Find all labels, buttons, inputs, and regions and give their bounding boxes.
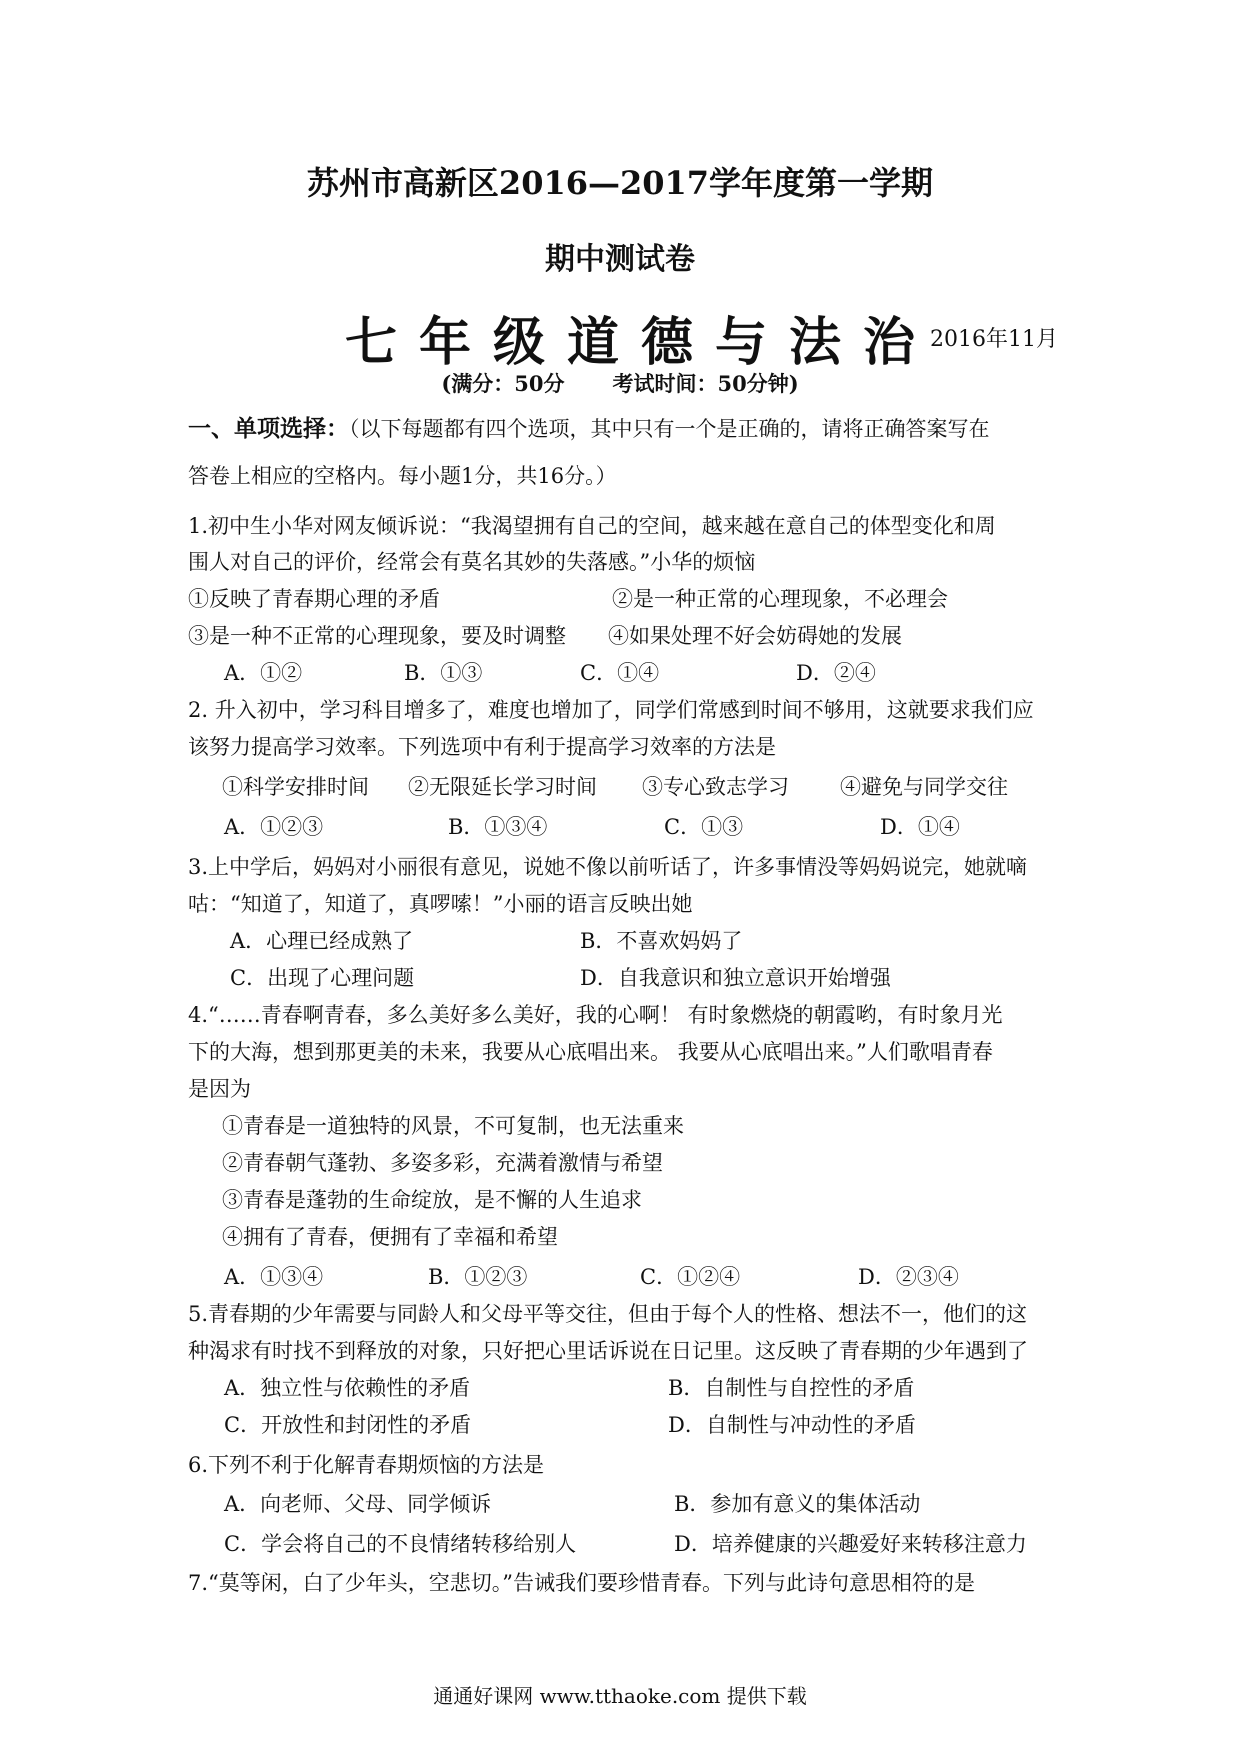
q5-stem-1: 5.青春期的少年需要与同龄人和父母平等交往，但由于每个人的性格、想法不一，他们的这: [188, 1302, 1028, 1326]
full-score: (满分：50分: [441, 371, 565, 396]
q4-stem-2: 下的大海，想到那更美的未来，我要从心底唱出来。 我要从心底唱出来。”人们歌唱青春: [188, 1040, 993, 1064]
section-instruction-1: （以下每题都有四个选项，其中只有一个是正确的，请将正确答案写在: [349, 417, 990, 441]
page-footer: 通通好课网 www.tthaoke.com 提供下载: [433, 1684, 807, 1708]
q7-stem-1: 7.“莫等闲，白了少年头，空悲切。”告诫我们要珍惜青春。下列与此诗句意思相符的是: [188, 1571, 976, 1595]
q5-option-a: A．独立性与依赖性的矛盾: [224, 1376, 471, 1400]
q3-stem-2: 咕：“知道了，知道了，真啰嗦！”小丽的语言反映出她: [188, 892, 693, 916]
q2-option-c: C．①③: [664, 815, 744, 839]
subject-title: 七年级道德与法治: [345, 312, 938, 373]
q1-statement-4: ④如果处理不好会妨碍她的发展: [608, 624, 902, 648]
q2-stem-2: 该努力提高学习效率。下列选项中有利于提高学习效率的方法是: [188, 735, 776, 759]
q4-option-a: A．①③④: [224, 1265, 324, 1289]
q6-option-a: A．向老师、父母、同学倾诉: [224, 1492, 492, 1516]
q2-statement-3: ③专心致志学习: [642, 775, 789, 799]
q6-stem-1: 6.下列不利于化解青春期烦恼的方法是: [188, 1453, 545, 1477]
q1-option-b: B．①③: [404, 661, 483, 685]
section-heading-line: [188, 410, 990, 443]
q5-stem-2: 种渴求有时找不到释放的对象，只好把心里话诉说在日记里。这反映了青春期的少年遇到了: [188, 1339, 1028, 1363]
q4-option-d: D．②③④: [858, 1265, 959, 1289]
exam-title-line2: 期中测试卷: [545, 242, 695, 277]
q2-option-a: A．①②③: [224, 815, 324, 839]
exam-title-line1: 苏州市高新区2016—2017学年度第一学期: [306, 164, 934, 202]
q1-option-c: C．①④: [580, 661, 660, 685]
q4-statement-2: ②青春朝气蓬勃、多姿多彩，充满着激情与希望: [222, 1151, 663, 1175]
q1-option-a: A．①②: [224, 661, 303, 685]
q5-option-d: D．自制性与冲动性的矛盾: [668, 1413, 916, 1437]
q4-statement-3: ③青春是蓬勃的生命绽放，是不懈的人生追求: [222, 1188, 642, 1212]
score-time-line: [0, 368, 1240, 398]
section-instruction-2: 答卷上相应的空格内。每小题1分，共16分。）: [188, 464, 617, 488]
q1-statement-3: ③是一种不正常的心理现象，要及时调整: [188, 624, 566, 648]
q2-option-d: D．①④: [880, 815, 960, 839]
q3-option-d: D．自我意识和独立意识开始增强: [580, 966, 891, 990]
q2-option-b: B．①③④: [448, 815, 548, 839]
q2-statement-2: ②无限延长学习时间: [408, 775, 597, 799]
q4-stem-1: 4.“……青春啊青春，多么美好多么美好，我的心啊！ 有时象燃烧的朝霞哟，有时象月光: [188, 1003, 1003, 1027]
q2-statement-4: ④避免与同学交往: [840, 775, 1008, 799]
q3-option-a: A．心理已经成熟了: [230, 929, 414, 953]
q6-option-c: C．学会将自己的不良情绪转移给别人: [224, 1532, 577, 1556]
q2-statement-1: ①科学安排时间: [222, 775, 369, 799]
q1-option-d: D．②④: [796, 661, 876, 685]
q4-option-c: C．①②④: [640, 1265, 741, 1289]
section-heading: 一、单项选择：: [188, 415, 349, 442]
q5-option-c: C．开放性和封闭性的矛盾: [224, 1413, 472, 1437]
q6-option-d: D．培养健康的兴趣爱好来转移注意力: [674, 1532, 1027, 1556]
q1-stem-2: 围人对自己的评价，经常会有莫名其妙的失落感。”小华的烦恼: [188, 550, 756, 574]
q1-statement-2: ②是一种正常的心理现象，不必理会: [612, 587, 948, 611]
q5-option-b: B．自制性与自控性的矛盾: [668, 1376, 915, 1400]
q2-stem-1: 2. 升入初中，学习科目增多了，难度也增加了，同学们常感到时间不够用，这就要求我们应: [188, 698, 1034, 722]
q4-statement-1: ①青春是一道独特的风景，不可复制，也无法重来: [222, 1114, 684, 1138]
exam-date: 2016年11月: [930, 327, 1058, 352]
q1-statement-1: ①反映了青春期心理的矛盾: [188, 587, 440, 611]
q6-option-b: B．参加有意义的集体活动: [674, 1492, 921, 1516]
q1-stem-1: 1.初中生小华对网友倾诉说：“我渴望拥有自己的空间，越来越在意自己的体型变化和周: [188, 514, 996, 538]
q4-option-b: B．①②③: [428, 1265, 528, 1289]
exam-time: 考试时间：50分钟): [612, 371, 799, 396]
q3-stem-1: 3.上中学后，妈妈对小丽很有意见，说她不像以前听话了，许多事情没等妈妈说完，她就嘀: [188, 855, 1028, 879]
q4-stem-3: 是因为: [188, 1077, 251, 1101]
q3-option-c: C．出现了心理问题: [230, 966, 415, 990]
q3-option-b: B．不喜欢妈妈了: [580, 929, 743, 953]
q4-statement-4: ④拥有了青春，便拥有了幸福和希望: [222, 1225, 558, 1249]
